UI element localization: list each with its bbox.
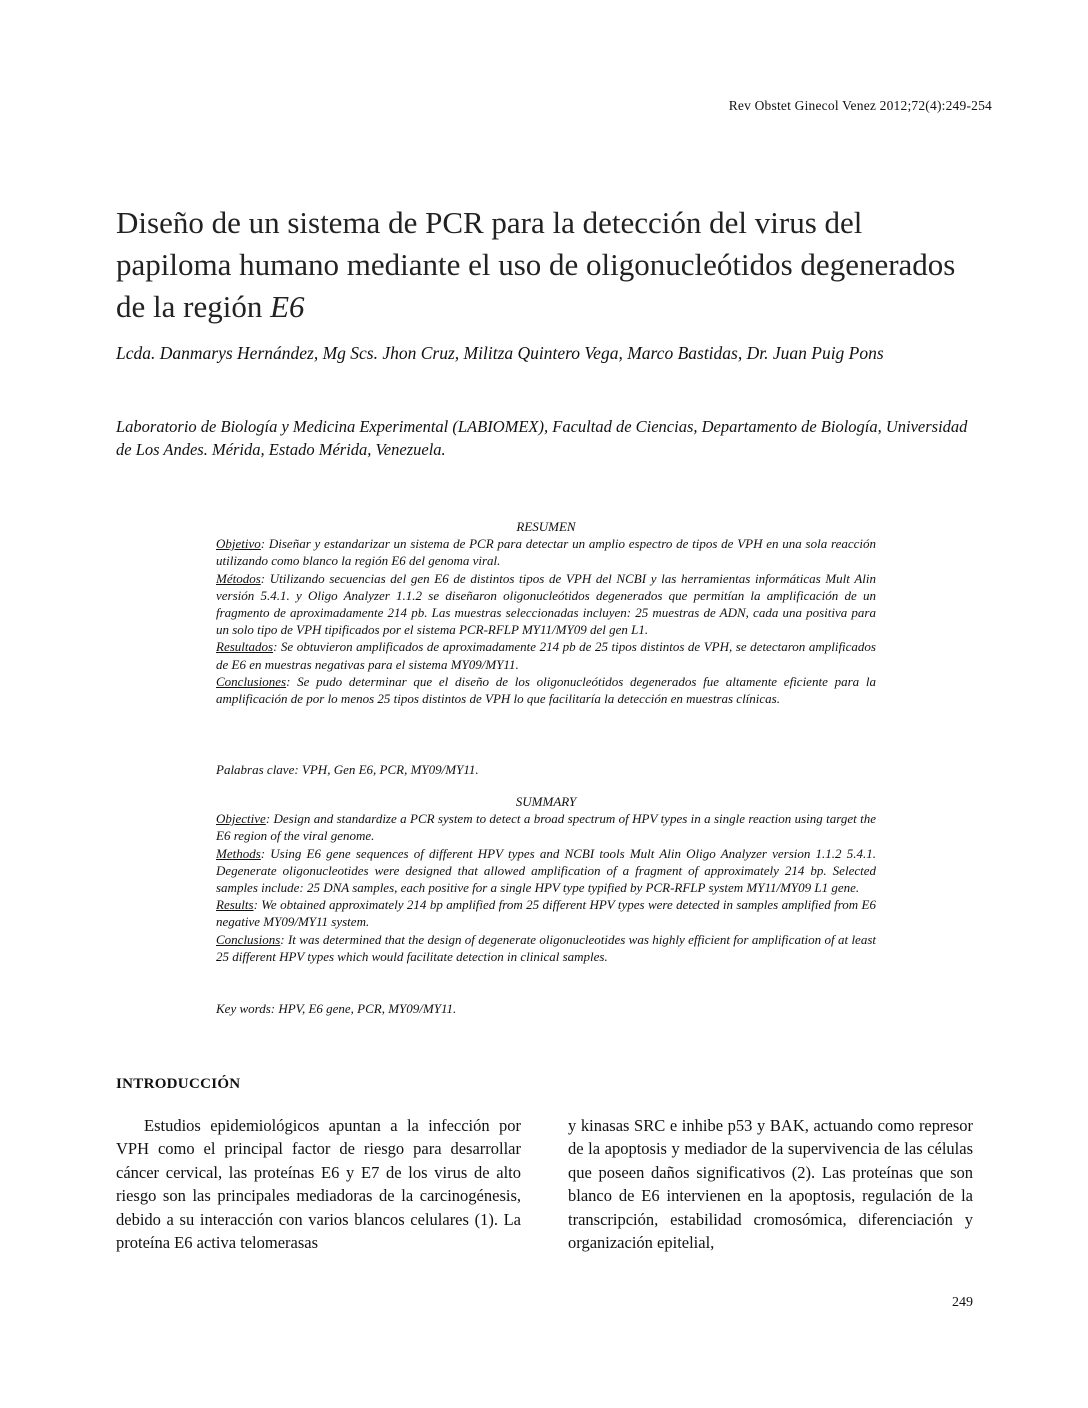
results-label: Results: [216, 897, 254, 913]
resumen-heading: RESUMEN: [516, 519, 576, 534]
page-number: 249: [952, 1295, 973, 1310]
resumen-metodos: [216, 570, 876, 639]
summary-heading: SUMMARY: [515, 794, 577, 809]
objective-label: Objective: [216, 811, 266, 827]
resumen-objetivo: [216, 535, 876, 569]
body-column-left: [116, 1114, 521, 1254]
objetivo-label: Objetivo: [216, 536, 261, 552]
body-paragraph: Estudios epidemiológicos apuntan a la infección por VPH como el principal factor de riesgo para desarrollar cáncer cervical, las proteínas E6 y E7 de los virus de alto riesgo son las principales mediadoras de la carcinogénesis, debido a su interacción con varios blancos celulares (1). La proteína E6 activa telomerasas: [116, 1116, 521, 1253]
methods-label: Methods: [216, 845, 261, 861]
objective-text: : Design and standardize a PCR system to detect a broad spectrum of HPV types in a single reaction using target the E6 region of the viral genome.: [216, 811, 876, 844]
journal-citation: Rev Obstet Ginecol Venez 2012;72(4):249-254: [728, 98, 992, 113]
article-title: [116, 202, 976, 328]
conclusiones-text: : Se pudo determinar que el diseño de los oligonucleótidos degenerados fue altamente eficiente para la amplificación de por lo menos 25 tipos distintos de VPH lo que facilitaría la detección en muestras clínicas.: [216, 673, 876, 707]
article-title-italic: E6: [270, 289, 305, 324]
resumen-conclusiones: [216, 673, 876, 707]
summary-block: [216, 793, 876, 965]
key-words: Key words: HPV, E6 gene, PCR, MY09/MY11.: [216, 1001, 457, 1016]
objetivo-text: : Diseñar y estandarizar un sistema de PCR para detectar un amplio espectro de tipos de VPH en una sola reacción utilizando como blanco la región E6 del genoma viral.: [216, 536, 876, 569]
resumen-block: [216, 518, 876, 707]
results-text: : We obtained approximately 214 bp amplified from 25 different HPV types were detected in samples amplified from E6 negative MY09/MY11 system.: [216, 897, 876, 930]
conclusiones-label: Conclusiones: [216, 673, 287, 689]
metodos-label: Métodos: [216, 570, 261, 586]
article-title-main: Diseño de un sistema de PCR para la detección del virus del papiloma humano mediante el uso de oligonucleótidos degenerados de la región: [116, 205, 956, 324]
summary-conclusions: [216, 931, 876, 965]
methods-text: : Using E6 gene sequences of different HPV types and NCBI tools Mult Alin Oligo Analyzer version 1.1.2 5.4.1. Degenerate oligonucleotides were designed that allowed amplification of a fragment of approximately 214 bp. Selected samples include: 25 DNA samples, each positive for a single HPV type typified by PCR-RFLP system MY11/MY09 L1 gene.: [216, 845, 876, 896]
metodos-text: : Utilizando secuencias del gen E6 de distintos tipos de VPH del NCBI y las herramientas informáticas Mult Alin versión 5.4.1. y Oligo Analyzer 1.1.2 se diseñaron oligonucleótidos degenerados que permitían la amplificación de un fragmento de aproximadamente 214 pb. Las muestras seleccionadas incluyen: 25 muestras de ADN, cada una positiva para un solo tipo de VPH tipificados por el sistema PCR-RFLP MY11/MY09 del gen L1.: [216, 570, 876, 638]
author-list: Lcda. Danmarys Hernández, Mg Scs. Jhon Cruz, Militza Quintero Vega, Marco Bastidas, Dr. Juan Puig Pons: [116, 343, 884, 363]
body-column-right: [568, 1114, 973, 1254]
conclusions-text: : It was determined that the design of degenerate oligonucleotides was highly efficient for amplification of at least 25 different HPV types which would facilitate detection in clinical samples.: [216, 931, 876, 964]
body-paragraph: y kinasas SRC e inhibe p53 y BAK, actuando como represor de la apoptosis y mediador de la supervivencia de las células que poseen daños significativos (2). Las proteínas que son blanco de E6 intervienen en la apoptosis, regulación de la transcripción, estabilidad cromosómica, diferenciación y organización epitelial,: [568, 1116, 973, 1253]
summary-results: [216, 896, 876, 930]
summary-methods: [216, 845, 876, 897]
conclusions-label: Conclusions: [216, 931, 281, 947]
resultados-text: : Se obtuvieron amplificados de aproximadamente 214 pb de 25 tipos distintos de VPH, se detectaron amplificados de E6 en muestras negativas para el sistema MY09/MY11.: [216, 639, 876, 672]
resumen-resultados: [216, 638, 876, 672]
section-heading-introduccion: INTRODUCCIÓN: [116, 1076, 241, 1092]
palabras-clave: Palabras clave: VPH, Gen E6, PCR, MY09/MY11.: [216, 762, 479, 777]
author-affiliation: Laboratorio de Biología y Medicina Experimental (LABIOMEX), Facultad de Ciencias, Departamento de Biología, Universidad de Los Andes. Mérida, Estado Mérida, Venezuela.: [116, 417, 968, 459]
resultados-label: Resultados: [216, 639, 274, 655]
summary-objective: [216, 810, 876, 844]
